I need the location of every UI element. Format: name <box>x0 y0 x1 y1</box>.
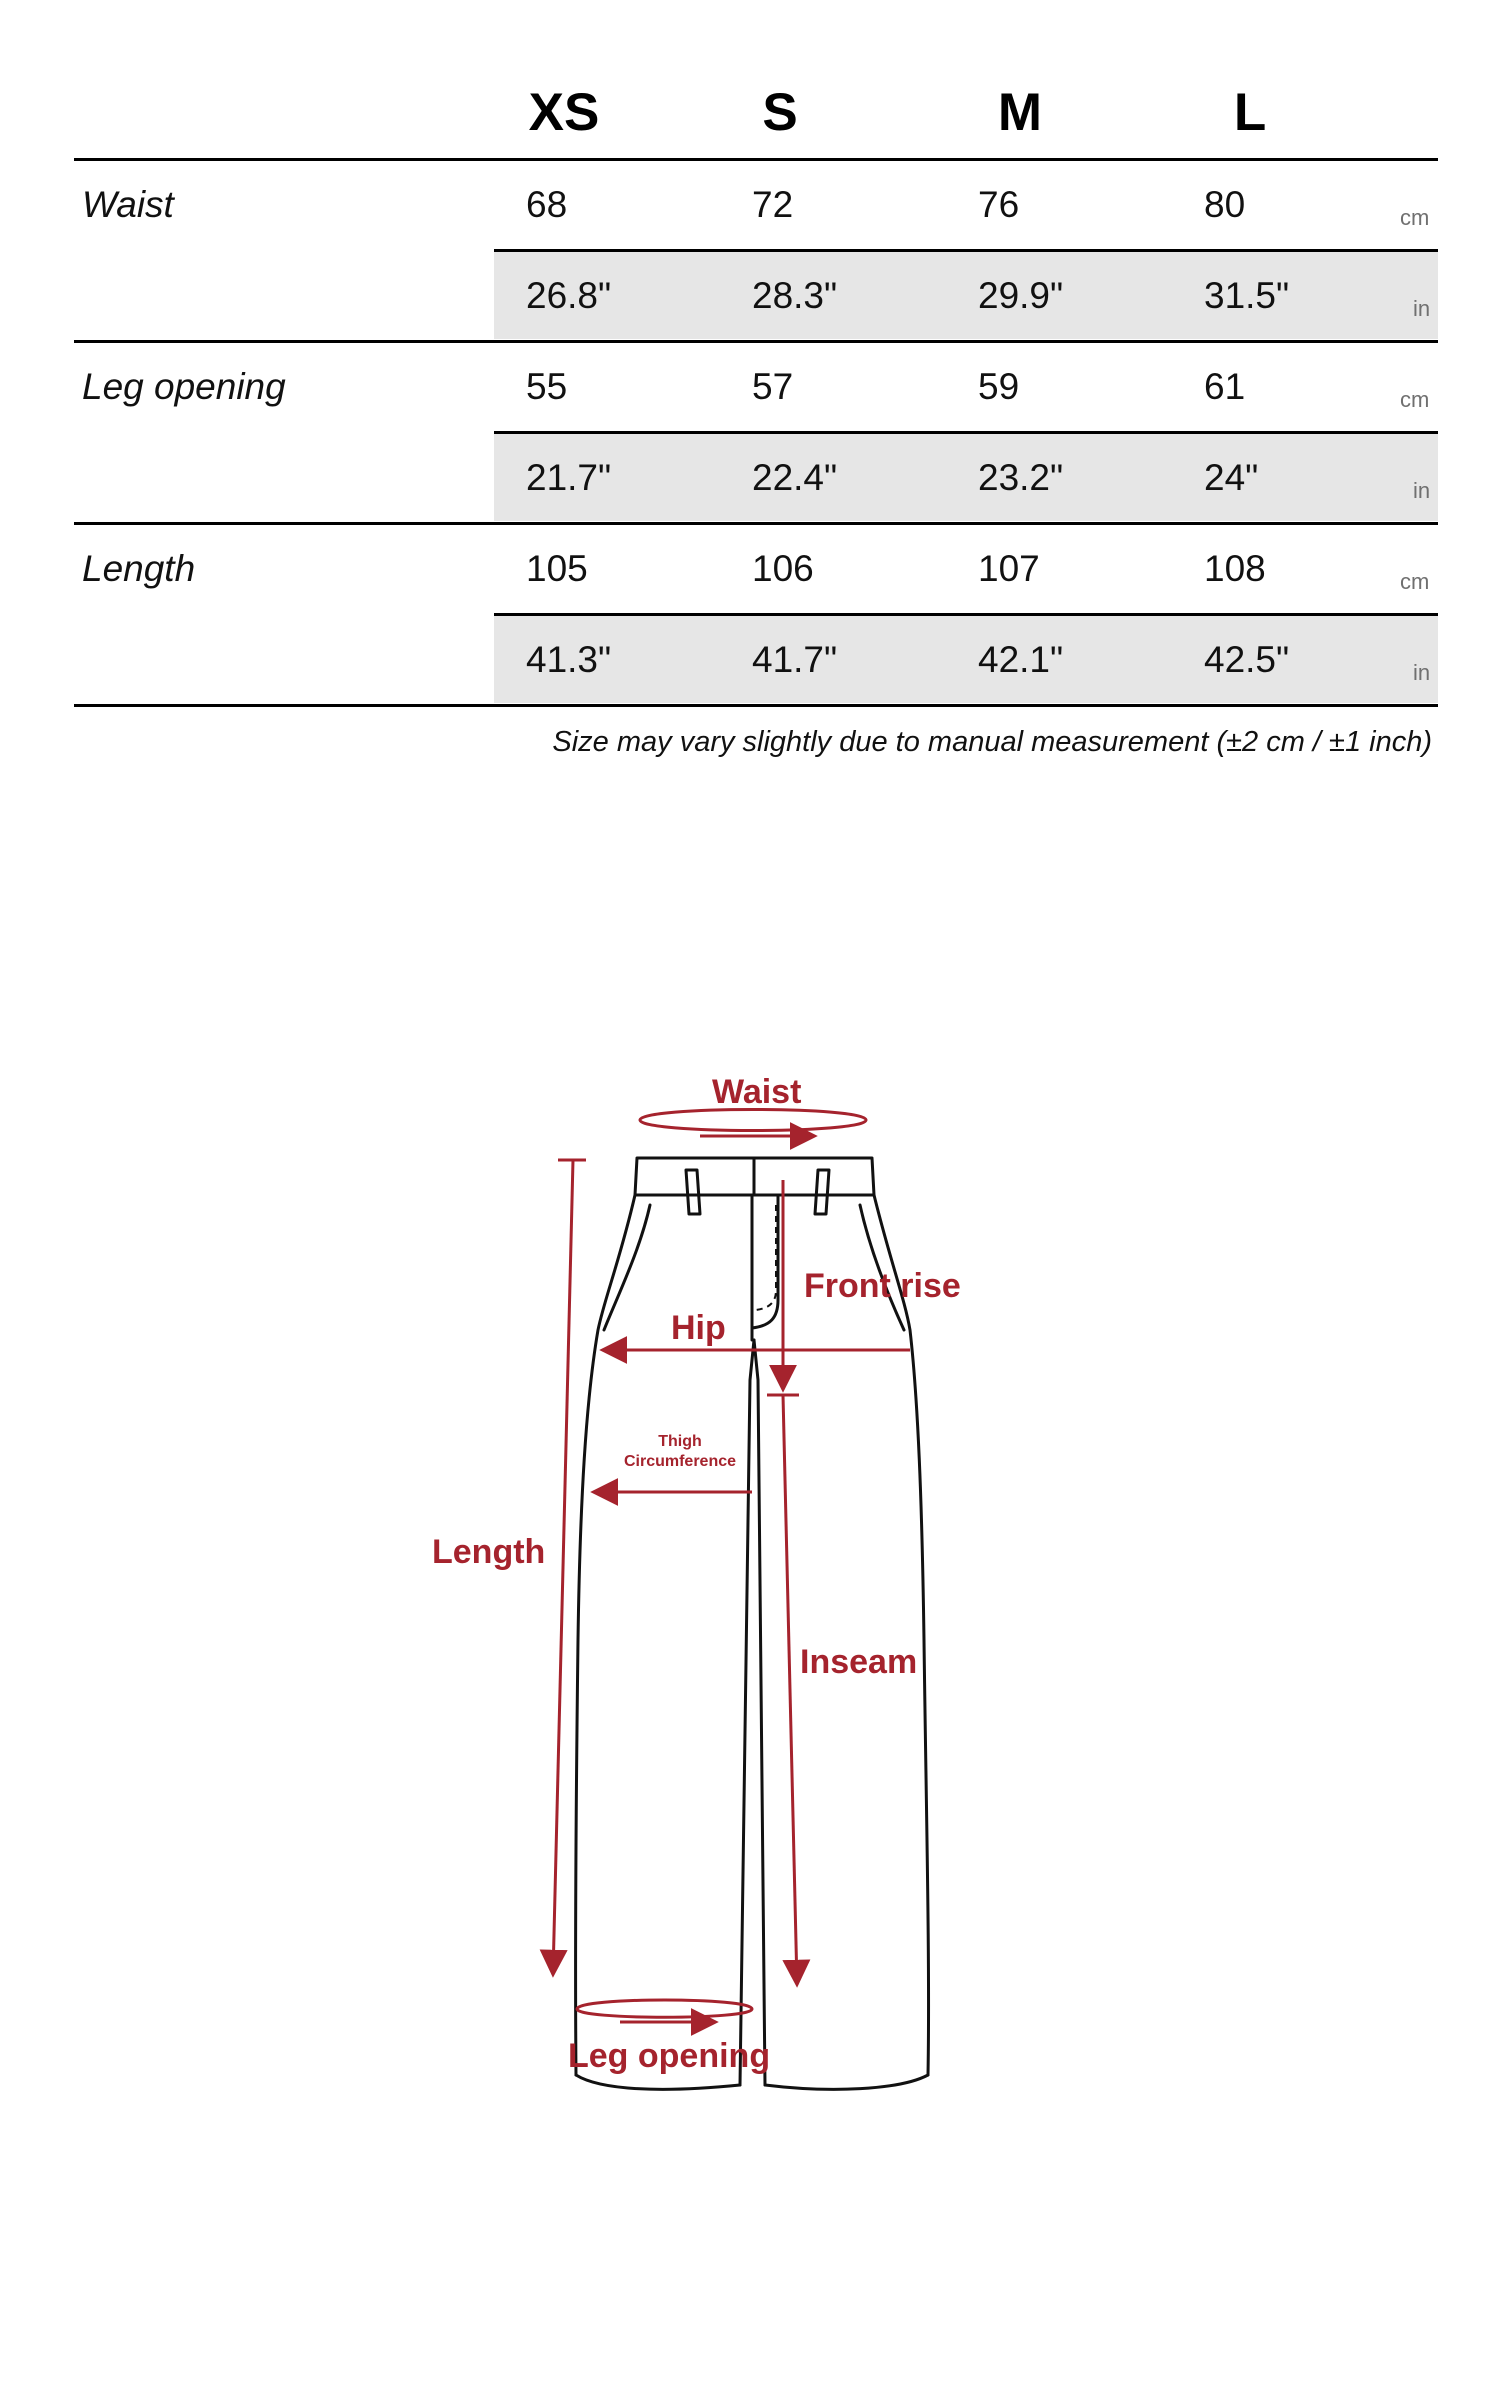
length-in-l: 42.5" <box>1204 639 1290 680</box>
waist-in-xs: 26.8" <box>526 275 612 316</box>
waist-cm-s: 72 <box>752 184 794 225</box>
leg-opening-cm-m: 59 <box>978 366 1020 407</box>
waist-cm-m: 76 <box>978 184 1020 225</box>
leg-opening-in-unit: in <box>1413 478 1431 503</box>
waist-in-s: 28.3" <box>752 275 838 316</box>
leg-opening-cm-xs: 55 <box>526 366 568 407</box>
label-length: Length <box>432 1533 546 1571</box>
size-header-l: L <box>1233 83 1267 142</box>
length-cm-m: 107 <box>978 548 1040 589</box>
leg-opening-in-s: 22.4" <box>752 457 838 498</box>
length-in-s: 41.7" <box>752 639 838 680</box>
waist-cm-xs: 68 <box>526 184 568 225</box>
row-label-waist: Waist <box>82 184 174 225</box>
label-leg-opening: Leg opening <box>568 2037 771 2075</box>
leg-opening-in-l: 24" <box>1204 457 1259 498</box>
leg-opening-cm-unit: cm <box>1400 387 1430 412</box>
fly-stitch <box>756 1205 776 1310</box>
length-cm-xs: 105 <box>526 548 588 589</box>
label-waist: Waist <box>712 1073 802 1111</box>
length-in-unit: in <box>1413 660 1431 685</box>
length-cm-unit: cm <box>1400 569 1430 594</box>
length-cm-l: 108 <box>1204 548 1266 589</box>
label-thigh-circumference <box>610 1432 750 1472</box>
measurement-note: Size may vary slightly due to manual measurement (±2 cm / ±1 inch) <box>552 726 1432 758</box>
waist-cm-l: 80 <box>1204 184 1246 225</box>
leg-opening-cm-s: 57 <box>752 366 794 407</box>
size-header-m: M <box>997 83 1043 142</box>
label-thigh-line1: Thigh <box>658 1433 702 1450</box>
label-thigh-line2: Circumference <box>623 1453 737 1470</box>
waist-in-unit: in <box>1413 296 1431 321</box>
label-front-rise: Front rise <box>804 1267 961 1305</box>
leg-opening-in-xs: 21.7" <box>526 457 612 498</box>
waist-in-l: 31.5" <box>1204 275 1290 316</box>
leg-opening-cm-l: 61 <box>1204 366 1246 407</box>
length-cm-s: 106 <box>752 548 814 589</box>
row-label-length: Length <box>82 548 196 589</box>
measurement-guides <box>553 1110 910 2023</box>
leg-opening-in-m: 23.2" <box>978 457 1064 498</box>
waist-cm-unit: cm <box>1400 205 1430 230</box>
waist-in-m: 29.9" <box>978 275 1064 316</box>
label-inseam: Inseam <box>800 1643 918 1681</box>
label-hip: Hip <box>671 1309 726 1347</box>
length-in-xs: 41.3" <box>526 639 612 680</box>
size-header-s: S <box>762 83 798 142</box>
row-label-leg-opening: Leg opening <box>82 366 286 407</box>
size-header-xs: XS <box>528 83 600 142</box>
length-in-m: 42.1" <box>978 639 1064 680</box>
